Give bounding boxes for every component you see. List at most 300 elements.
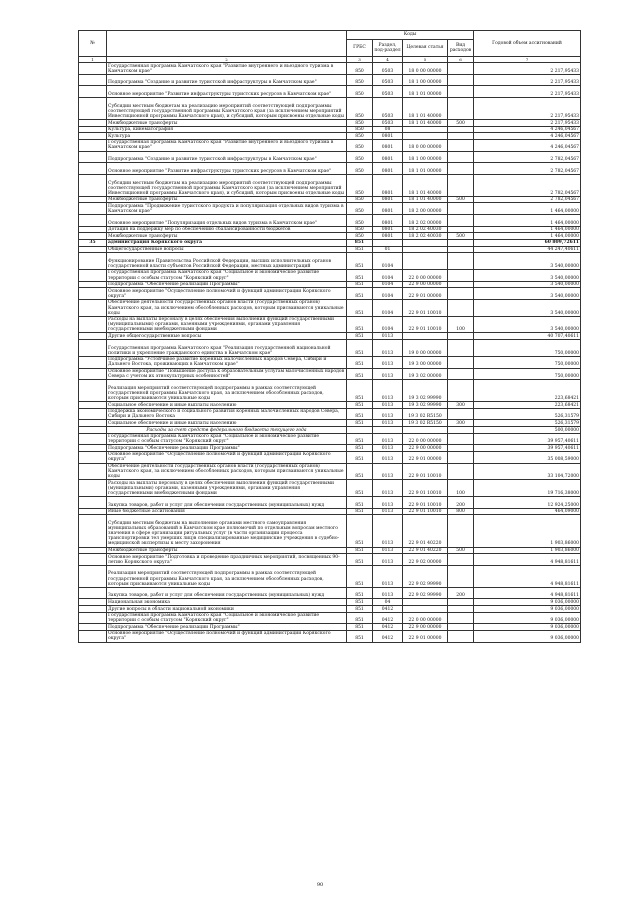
row-expense-type bbox=[448, 281, 474, 288]
row-amount: 3 540,00000 bbox=[474, 299, 581, 316]
row-grbs: 850 bbox=[347, 203, 373, 215]
row-number bbox=[79, 420, 107, 427]
row-razdel: 0113 bbox=[373, 451, 403, 463]
row-number: 35 bbox=[79, 239, 107, 246]
row-number bbox=[79, 587, 107, 599]
row-number bbox=[79, 606, 107, 613]
row-razdel: 0113 bbox=[373, 402, 403, 409]
row-amount: 2 217,95433 bbox=[474, 120, 581, 127]
row-target-article bbox=[403, 333, 448, 340]
row-name: Расходы на выплаты персоналу в целях обеспечения выполнения функций государственными (муниципальными) органами, казенными учреждениями, органами управления государственными внебюджетными фондами bbox=[107, 480, 347, 497]
row-amount: 2 782,04567 bbox=[474, 174, 581, 196]
row-name: Другие общегосударственные вопросы bbox=[107, 333, 347, 340]
row-expense-type bbox=[448, 226, 474, 233]
row-number bbox=[79, 139, 107, 151]
row-razdel: 0104 bbox=[373, 288, 403, 300]
table-row bbox=[79, 333, 581, 340]
row-target-article bbox=[403, 126, 448, 133]
row-target-article bbox=[403, 606, 448, 613]
column-number: 7 bbox=[474, 57, 581, 63]
row-razdel: 0503 bbox=[373, 86, 403, 98]
row-expense-type bbox=[448, 445, 474, 452]
row-amount: 1 903,86000 bbox=[474, 547, 581, 554]
row-target-article: 22 9 02 99990 bbox=[403, 587, 448, 599]
row-name: Культура bbox=[107, 133, 347, 140]
row-expense-type bbox=[448, 98, 474, 120]
row-name: Обеспечение деятельности государственных органов власти (государственных органов) Камчатского края, за исключением обособленных расходов, которым присваиваются уникальные коды bbox=[107, 299, 347, 316]
row-expense-type: 100 bbox=[448, 316, 474, 333]
row-number bbox=[79, 515, 107, 547]
row-razdel: 0801 bbox=[373, 139, 403, 151]
row-razdel: 0113 bbox=[373, 368, 403, 380]
row-razdel: 0503 bbox=[373, 63, 403, 75]
row-amount: 4 246,04567 bbox=[474, 126, 581, 133]
row-amount: 9 036,00000 bbox=[474, 630, 581, 642]
page-number: 90 bbox=[316, 882, 324, 888]
row-razdel: 0113 bbox=[373, 515, 403, 547]
header-codes: Коды bbox=[347, 31, 474, 40]
row-target-article: 18 0 00 00000 bbox=[403, 63, 448, 75]
table-row bbox=[79, 316, 581, 333]
row-amount: 1 464,00000 bbox=[474, 226, 581, 233]
row-target-article: 18 0 00 00000 bbox=[403, 139, 448, 151]
row-expense-type bbox=[448, 433, 474, 445]
row-razdel: 0113 bbox=[373, 380, 403, 402]
row-amount: 2 217,95433 bbox=[474, 63, 581, 75]
table-row bbox=[79, 281, 581, 288]
table-row bbox=[79, 126, 581, 133]
row-target-article bbox=[403, 253, 448, 270]
row-name: Основное мероприятие "Подготовка и проведение праздничных мероприятий, посвященных 90-летию Корякского округа" bbox=[107, 554, 347, 566]
row-number bbox=[79, 554, 107, 566]
row-razdel: 0503 bbox=[373, 98, 403, 120]
row-target-article: 22 9 00 00000 bbox=[403, 445, 448, 452]
row-expense-type: 500 bbox=[448, 120, 474, 127]
row-number bbox=[79, 408, 107, 420]
row-razdel: 0113 bbox=[373, 340, 403, 357]
row-razdel: 0113 bbox=[373, 356, 403, 368]
row-expense-type bbox=[448, 299, 474, 316]
row-expense-type bbox=[448, 340, 474, 357]
column-number: 1 bbox=[79, 57, 107, 63]
row-amount: 1 464,00000 bbox=[474, 215, 581, 227]
row-razdel: 0503 bbox=[373, 120, 403, 127]
row-target-article: 22 0 00 00000 bbox=[403, 269, 448, 281]
row-grbs: 850 bbox=[347, 98, 373, 120]
row-grbs: 850 bbox=[347, 126, 373, 133]
row-amount: 464,09000 bbox=[474, 508, 581, 515]
row-grbs: 851 bbox=[347, 554, 373, 566]
row-razdel: 0104 bbox=[373, 299, 403, 316]
row-amount: 1 903,86000 bbox=[474, 515, 581, 547]
row-expense-type bbox=[448, 451, 474, 463]
row-grbs: 851 bbox=[347, 497, 373, 509]
row-target-article: 22 9 01 10010 bbox=[403, 463, 448, 480]
table-row bbox=[79, 253, 581, 270]
row-name: Закупка товаров, работ и услуг для обеспечения государственных (муниципальных) нужд bbox=[107, 497, 347, 509]
row-target-article: 18 2 02 40030 bbox=[403, 226, 448, 233]
row-name: Обеспечение деятельности государственных органов власти (государственных органов) Камчатского края, за исключением обособленных расходов, которым присваиваются уникальные коды bbox=[107, 463, 347, 480]
row-razdel: 0801 bbox=[373, 163, 403, 175]
row-grbs: 851 bbox=[347, 340, 373, 357]
row-name: Основное мероприятие "Популяризация отдельных видов туризма в Камчатском крае" bbox=[107, 215, 347, 227]
row-grbs: 851 bbox=[347, 630, 373, 642]
header-cs: Целевая статья bbox=[403, 40, 448, 57]
row-target-article: 22 9 01 00000 bbox=[403, 630, 448, 642]
row-target-article: 22 9 01 10010 bbox=[403, 497, 448, 509]
row-name: Культура, кинематография bbox=[107, 126, 347, 133]
column-number: 5 bbox=[403, 57, 448, 63]
row-expense-type bbox=[448, 463, 474, 480]
row-razdel: 0113 bbox=[373, 554, 403, 566]
row-expense-type: 500 bbox=[448, 196, 474, 203]
row-grbs: 851 bbox=[347, 408, 373, 420]
row-razdel bbox=[373, 239, 403, 246]
row-amount: 19 716,38000 bbox=[474, 480, 581, 497]
row-expense-type bbox=[448, 133, 474, 140]
row-number bbox=[79, 508, 107, 515]
row-grbs: 850 bbox=[347, 120, 373, 127]
row-grbs: 851 bbox=[347, 316, 373, 333]
row-expense-type bbox=[448, 380, 474, 402]
row-razdel: 0801 bbox=[373, 215, 403, 227]
row-amount: 2 217,95433 bbox=[474, 74, 581, 86]
row-expense-type bbox=[448, 333, 474, 340]
row-amount: 4 246,04567 bbox=[474, 133, 581, 140]
row-number bbox=[79, 196, 107, 203]
table-row bbox=[79, 196, 581, 203]
row-number bbox=[79, 246, 107, 253]
row-razdel: 0412 bbox=[373, 606, 403, 613]
row-target-article: 22 9 02 00000 bbox=[403, 554, 448, 566]
row-expense-type bbox=[448, 151, 474, 163]
row-razdel: 0801 bbox=[373, 174, 403, 196]
row-razdel: 0412 bbox=[373, 624, 403, 631]
row-expense-type bbox=[448, 163, 474, 175]
row-name: Основное мероприятие "Осуществление полномочий и функций администрации Корякского округа" bbox=[107, 451, 347, 463]
row-grbs: 851 bbox=[347, 508, 373, 515]
table-row bbox=[79, 427, 581, 434]
row-number bbox=[79, 174, 107, 196]
row-razdel: 0113 bbox=[373, 408, 403, 420]
row-name: Государственная программа Камчатского края "Социальное и экономическое развитие территории с особым статусом "Корякский округ" bbox=[107, 612, 347, 624]
row-target-article: 18 1 01 40000 bbox=[403, 120, 448, 127]
row-target-article bbox=[403, 239, 448, 246]
row-razdel: 0412 bbox=[373, 612, 403, 624]
table-row bbox=[79, 630, 581, 642]
row-grbs: 850 bbox=[347, 163, 373, 175]
row-grbs: 851 bbox=[347, 356, 373, 368]
row-expense-type bbox=[448, 368, 474, 380]
row-name: Государственная программа Камчатского края "Социальное и экономическое развитие территории с особым статусом "Корякский округ" bbox=[107, 269, 347, 281]
row-grbs: 851 bbox=[347, 269, 373, 281]
row-amount: 3 540,00000 bbox=[474, 288, 581, 300]
row-grbs: 851 bbox=[347, 547, 373, 554]
row-expense-type bbox=[448, 139, 474, 151]
row-name: Социальное обеспечение и иные выплаты населению bbox=[107, 402, 347, 409]
row-razdel: 01 bbox=[373, 246, 403, 253]
row-expense-type: 500 bbox=[448, 233, 474, 240]
row-razdel: 0801 bbox=[373, 133, 403, 140]
row-target-article: 19 3 02 00000 bbox=[403, 368, 448, 380]
row-amount: 750,00000 bbox=[474, 356, 581, 368]
row-razdel: 0104 bbox=[373, 316, 403, 333]
row-name: Государственная программа Камчатского края "Развитие внутреннего и въездного туризма в Камчатском крае" bbox=[107, 63, 347, 75]
row-name: Расходы на выплаты персоналу в целях обеспечения выполнения функций государственными (муниципальными) органами, казенными учреждениями, органами управления государственными внебюджетными фондами bbox=[107, 316, 347, 333]
row-target-article bbox=[403, 133, 448, 140]
row-razdel: 0801 bbox=[373, 151, 403, 163]
table-row bbox=[79, 269, 581, 281]
row-grbs: 851 bbox=[347, 587, 373, 599]
row-grbs: 851 bbox=[347, 606, 373, 613]
table-row bbox=[79, 587, 581, 599]
row-amount: 44 247,40611 bbox=[474, 246, 581, 253]
row-amount: 60 809,72611 bbox=[474, 239, 581, 246]
row-name: Основное мероприятие "Осуществление полномочий и функций администрации Корякского округа" bbox=[107, 288, 347, 300]
row-target-article: 18 1 01 40000 bbox=[403, 196, 448, 203]
table-row bbox=[79, 86, 581, 98]
table-row bbox=[79, 340, 581, 357]
row-number bbox=[79, 333, 107, 340]
table-row bbox=[79, 239, 581, 246]
row-razdel bbox=[373, 427, 403, 434]
row-name: Функционирование Правительства Российской Федерации, высших исполнительных органов государственной власти субъектов Российской Федерации, местных администраций bbox=[107, 253, 347, 270]
row-number bbox=[79, 98, 107, 120]
row-grbs: 850 bbox=[347, 174, 373, 196]
row-target-article: 18 2 00 00000 bbox=[403, 203, 448, 215]
row-name: Межбюджетные трансферты bbox=[107, 196, 347, 203]
row-grbs: 851 bbox=[347, 288, 373, 300]
table-row bbox=[79, 120, 581, 127]
row-target-article: 22 9 00 00000 bbox=[403, 281, 448, 288]
row-number bbox=[79, 547, 107, 554]
table-row bbox=[79, 624, 581, 631]
row-target-article: 22 9 01 00000 bbox=[403, 288, 448, 300]
row-target-article: 22 9 01 00000 bbox=[403, 451, 448, 463]
budget-table bbox=[78, 30, 581, 643]
row-grbs: 851 bbox=[347, 565, 373, 587]
row-name: Общегосударственные вопросы bbox=[107, 246, 347, 253]
table-row bbox=[79, 463, 581, 480]
row-name: Социальное обеспечение и иные выплаты населению bbox=[107, 420, 347, 427]
row-name: Реализация мероприятий соответствующей подпрограммы в рамках соответствующей государственной программы Камчатского края, за исключением обособленных расходов, которым присваиваются уникальные коды bbox=[107, 565, 347, 587]
row-expense-type bbox=[448, 624, 474, 631]
row-grbs: 850 bbox=[347, 63, 373, 75]
row-name: Государственная программа Камчатского края "Социальное и экономическое развитие территории с особым статусом "Корякский округ" bbox=[107, 433, 347, 445]
row-grbs: 851 bbox=[347, 433, 373, 445]
row-amount: 526,31579 bbox=[474, 408, 581, 420]
row-name: Другие вопросы в области национальной экономики bbox=[107, 606, 347, 613]
row-number bbox=[79, 288, 107, 300]
row-grbs: 850 bbox=[347, 139, 373, 151]
row-grbs: 851 bbox=[347, 380, 373, 402]
row-name: Основное мероприятие "Развитие инфраструктуры туристских ресурсов в Камчатском крае" bbox=[107, 163, 347, 175]
row-razdel: 0503 bbox=[373, 74, 403, 86]
row-number bbox=[79, 497, 107, 509]
row-amount: 40 707,40611 bbox=[474, 333, 581, 340]
row-expense-type bbox=[448, 253, 474, 270]
row-grbs: 850 bbox=[347, 133, 373, 140]
row-expense-type bbox=[448, 554, 474, 566]
row-expense-type: 300 bbox=[448, 420, 474, 427]
row-target-article: 22 9 01 10010 bbox=[403, 508, 448, 515]
row-expense-type: 300 bbox=[448, 402, 474, 409]
table-row bbox=[79, 606, 581, 613]
table-row bbox=[79, 203, 581, 215]
row-amount: 3 540,00000 bbox=[474, 269, 581, 281]
table-row bbox=[79, 380, 581, 402]
row-razdel: 0113 bbox=[373, 497, 403, 509]
row-name: Субсидии местным бюджетам на реализацию мероприятий соответствующей подпрограммы соответствующей государственной программы Камчатского края (за исключением мероприятий Инвестиционной программы Камчатского края), и субсидий, которым присвоены отдельные коды bbox=[107, 98, 347, 120]
row-grbs: 851 bbox=[347, 420, 373, 427]
row-amount: 9 036,00000 bbox=[474, 612, 581, 624]
row-amount: 1 464,00000 bbox=[474, 203, 581, 215]
row-razdel: 0113 bbox=[373, 508, 403, 515]
row-grbs: 851 bbox=[347, 463, 373, 480]
row-grbs: 851 bbox=[347, 253, 373, 270]
row-razdel: 0113 bbox=[373, 463, 403, 480]
row-target-article: 19 3 02 99990 bbox=[403, 380, 448, 402]
row-expense-type bbox=[448, 215, 474, 227]
row-grbs: 851 bbox=[347, 451, 373, 463]
row-target-article: 18 2 02 00000 bbox=[403, 215, 448, 227]
row-amount: 39 957,40611 bbox=[474, 445, 581, 452]
row-name: администрация Корякского округа bbox=[107, 239, 347, 246]
table-row bbox=[79, 497, 581, 509]
row-expense-type bbox=[448, 246, 474, 253]
row-target-article bbox=[403, 246, 448, 253]
row-name: Основное мероприятие "Повышение доступа к образовательным услугам малочисленных народов Севера с учетом их этнокультурных особенностей" bbox=[107, 368, 347, 380]
row-grbs: 851 bbox=[347, 599, 373, 606]
row-number bbox=[79, 402, 107, 409]
row-expense-type: 200 bbox=[448, 587, 474, 599]
row-target-article: 19 3 02 R5150 bbox=[403, 420, 448, 427]
header-grbs: ГРБС bbox=[347, 40, 373, 57]
table-row bbox=[79, 554, 581, 566]
row-name: Подпрограмма "Обеспечение реализации Программы" bbox=[107, 281, 347, 288]
row-expense-type bbox=[448, 515, 474, 547]
row-grbs: 851 bbox=[347, 612, 373, 624]
row-name: Субсидии местным бюджетам на реализацию мероприятий соответствующей подпрограммы соответствующей государственной программы Камчатского края (за исключением мероприятий Инвестиционной программы Камчатского края), и субсидий, которым присвоены отдельные коды bbox=[107, 174, 347, 196]
row-expense-type bbox=[448, 288, 474, 300]
table-row bbox=[79, 515, 581, 547]
row-number bbox=[79, 380, 107, 402]
row-razdel: 0113 bbox=[373, 333, 403, 340]
row-grbs: 850 bbox=[347, 226, 373, 233]
row-razdel: 0801 bbox=[373, 196, 403, 203]
table-row bbox=[79, 451, 581, 463]
row-target-article bbox=[403, 599, 448, 606]
table-row bbox=[79, 408, 581, 420]
row-expense-type: 200 bbox=[448, 497, 474, 509]
row-grbs: 851 bbox=[347, 281, 373, 288]
row-name: Основное мероприятие "Развитие инфраструктуры туристских ресурсов в Камчатском крае" bbox=[107, 86, 347, 98]
row-expense-type bbox=[448, 239, 474, 246]
row-razdel: 0104 bbox=[373, 269, 403, 281]
row-expense-type bbox=[448, 630, 474, 642]
row-number bbox=[79, 451, 107, 463]
row-name: Субсидии местным бюджетам на выполнение органами местного самоуправления муниципальных образований в Камчатском крае полномочий по отдельным вопросам местного значения в сфере организации ритуальных услуг (в части организации процесса транспортировки тел умерших лиц)в специализированные медицинские учреждения в судебно-медицинской экспертизы к месту захоронения bbox=[107, 515, 347, 547]
row-expense-type bbox=[448, 427, 474, 434]
header-vr: Вид расходов bbox=[448, 40, 474, 57]
column-number: 6 bbox=[448, 57, 474, 63]
table-row bbox=[79, 356, 581, 368]
table-row bbox=[79, 299, 581, 316]
row-name: Дотация на поддержку мер по обеспечению сбалансированности бюджетов bbox=[107, 226, 347, 233]
row-amount: 2 782,04567 bbox=[474, 163, 581, 175]
row-expense-type: 100 bbox=[448, 480, 474, 497]
table-row bbox=[79, 74, 581, 86]
column-number: 3 bbox=[347, 57, 373, 63]
row-target-article: 18 2 02 40030 bbox=[403, 233, 448, 240]
row-grbs: 851 bbox=[347, 299, 373, 316]
row-name: Межбюджетные трансферты bbox=[107, 233, 347, 240]
row-target-article: 22 9 01 40220 bbox=[403, 515, 448, 547]
row-grbs: 851 bbox=[347, 368, 373, 380]
table-row bbox=[79, 480, 581, 497]
table-row bbox=[79, 445, 581, 452]
row-expense-type bbox=[448, 599, 474, 606]
row-amount: 39 957,40611 bbox=[474, 433, 581, 445]
table-row bbox=[79, 246, 581, 253]
row-razdel: 0801 bbox=[373, 226, 403, 233]
column-number: 2 bbox=[107, 57, 347, 63]
row-name: Подпрограмма "Создание и развитие туристской инфраструктуры в Камчатском крае" bbox=[107, 151, 347, 163]
row-amount: 3 540,00000 bbox=[474, 281, 581, 288]
row-name: Национальная экономика bbox=[107, 599, 347, 606]
table-row bbox=[79, 368, 581, 380]
row-grbs: 851 bbox=[347, 402, 373, 409]
row-number bbox=[79, 253, 107, 270]
row-expense-type bbox=[448, 86, 474, 98]
row-number bbox=[79, 63, 107, 75]
row-target-article bbox=[403, 427, 448, 434]
row-razdel: 04 bbox=[373, 599, 403, 606]
header-name bbox=[107, 31, 347, 57]
row-number bbox=[79, 356, 107, 368]
row-grbs: 851 bbox=[347, 333, 373, 340]
row-number bbox=[79, 624, 107, 631]
row-number bbox=[79, 427, 107, 434]
row-number bbox=[79, 480, 107, 497]
row-expense-type: 500 bbox=[448, 547, 474, 554]
row-amount: 750,00000 bbox=[474, 368, 581, 380]
row-number bbox=[79, 463, 107, 480]
row-amount: 4 948,81611 bbox=[474, 565, 581, 587]
row-amount: 9 036,00000 bbox=[474, 624, 581, 631]
row-expense-type bbox=[448, 612, 474, 624]
row-target-article: 18 1 01 00000 bbox=[403, 163, 448, 175]
table-row bbox=[79, 139, 581, 151]
row-name: Подпрограмма "Создание и развитие туристской инфраструктуры в Камчатском крае" bbox=[107, 74, 347, 86]
row-amount: 3 540,00000 bbox=[474, 316, 581, 333]
row-expense-type bbox=[448, 63, 474, 75]
header-razdel: Раздел, под-раздел bbox=[373, 40, 403, 57]
row-name: Государственная программа Камчатского края "Реализация государственной национальной политики и укрепление гражданского единства в Камчатском крае" bbox=[107, 340, 347, 357]
row-target-article: 19 0 00 00000 bbox=[403, 340, 448, 357]
row-number bbox=[79, 630, 107, 642]
row-amount: 500,00000 bbox=[474, 427, 581, 434]
row-amount: 9 036,00000 bbox=[474, 606, 581, 613]
row-name: Поддержка экономического и социального развития коренных малочисленных народов Севера, Сибири и Дальнего Востока bbox=[107, 408, 347, 420]
row-number bbox=[79, 269, 107, 281]
table-body bbox=[79, 31, 581, 643]
row-number bbox=[79, 133, 107, 140]
row-name: Закупка товаров, работ и услуг для обеспечения государственных (муниципальных) нужд bbox=[107, 587, 347, 599]
row-number bbox=[79, 226, 107, 233]
table-row bbox=[79, 174, 581, 196]
row-grbs: 850 bbox=[347, 151, 373, 163]
